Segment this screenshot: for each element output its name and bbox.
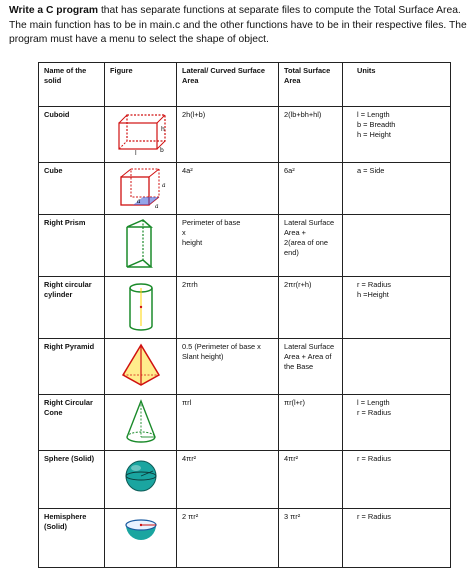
header-units: Units	[343, 63, 451, 107]
row-name: Sphere (Solid)	[39, 451, 105, 509]
row-total: Lateral Surface Area + 2(area of one end)	[279, 215, 343, 277]
table-row	[39, 339, 451, 395]
row-figure	[105, 277, 177, 339]
cuboid-label-l: l	[134, 150, 137, 155]
table-row	[39, 215, 451, 277]
row-name: Cube	[39, 163, 105, 215]
table-header-row	[39, 63, 451, 107]
table-row	[39, 277, 451, 339]
table-row	[39, 107, 451, 163]
row-name: Right Prism	[39, 215, 105, 277]
row-units: l = Length r = Radius	[343, 395, 451, 451]
sphere-icon	[121, 453, 161, 497]
cylinder-icon	[121, 279, 161, 335]
row-units: r = Radius	[343, 509, 451, 568]
cube-label-1: a	[161, 182, 166, 189]
intro-paragraph	[9, 4, 467, 48]
header-name: Name of the solid	[39, 63, 105, 107]
table-row	[39, 509, 451, 568]
row-units	[343, 339, 451, 395]
cone-icon	[121, 397, 161, 447]
row-figure	[105, 509, 177, 568]
pyramid-icon	[117, 341, 165, 389]
row-figure	[105, 339, 177, 395]
header-figure: Figure	[105, 63, 177, 107]
row-units: a = Side	[343, 163, 451, 215]
row-total: 2(lb+bh+hl)	[279, 107, 343, 163]
table-row	[39, 451, 451, 509]
row-name: Cuboid	[39, 107, 105, 163]
cube-icon	[111, 165, 171, 209]
row-lateral: 2h(l+b)	[177, 107, 279, 163]
row-total: 6a²	[279, 163, 343, 215]
row-total: 2πr(r+h)	[279, 277, 343, 339]
intro-text: that has separate functions at separate files to compute the Total Surface Area. The main function has to be in main.c and the other functions have to be in their respective files. The program must have a menu to select the shape of object.	[9, 5, 467, 45]
row-lateral: Perimeter of base x height	[177, 215, 279, 277]
cuboid-label-h: h	[160, 126, 165, 133]
row-units: l = Length b = Breadth h = Height	[343, 107, 451, 163]
prism-icon	[121, 217, 161, 273]
row-total: πr(l+r)	[279, 395, 343, 451]
row-total: Lateral Surface Area + Area of the Base	[279, 339, 343, 395]
row-name: Right Pyramid	[39, 339, 105, 395]
row-lateral: 0.5 (Perimeter of base x Slant height)	[177, 339, 279, 395]
row-lateral: 4a²	[177, 163, 279, 215]
row-lateral: πrl	[177, 395, 279, 451]
row-name: Hemisphere (Solid)	[39, 509, 105, 568]
cube-label-3: a	[154, 203, 159, 209]
header-total: Total Surface Area	[279, 63, 343, 107]
row-lateral: 2 πr²	[177, 509, 279, 568]
row-figure	[105, 451, 177, 509]
shapes-table	[38, 62, 451, 568]
cube-label-2: a	[136, 198, 141, 205]
row-lateral: 2πrh	[177, 277, 279, 339]
row-figure	[105, 215, 177, 277]
row-name: Right circular cylinder	[39, 277, 105, 339]
row-figure	[105, 163, 177, 215]
intro-lead: Write a C program	[9, 5, 99, 16]
header-lateral: Lateral/ Curved Surface Area	[177, 63, 279, 107]
row-total: 3 πr²	[279, 509, 343, 568]
row-units: r = Radius	[343, 451, 451, 509]
row-total: 4πr²	[279, 451, 343, 509]
row-units: r = Radius h =Height	[343, 277, 451, 339]
cuboid-label-b: b	[159, 147, 164, 154]
row-units	[343, 215, 451, 277]
table-row	[39, 395, 451, 451]
row-figure	[105, 395, 177, 451]
row-figure	[105, 107, 177, 163]
row-lateral: 4πr²	[177, 451, 279, 509]
row-name: Right Circular Cone	[39, 395, 105, 451]
table-row	[39, 163, 451, 215]
cuboid-icon	[111, 109, 171, 155]
hemisphere-icon	[121, 511, 161, 551]
